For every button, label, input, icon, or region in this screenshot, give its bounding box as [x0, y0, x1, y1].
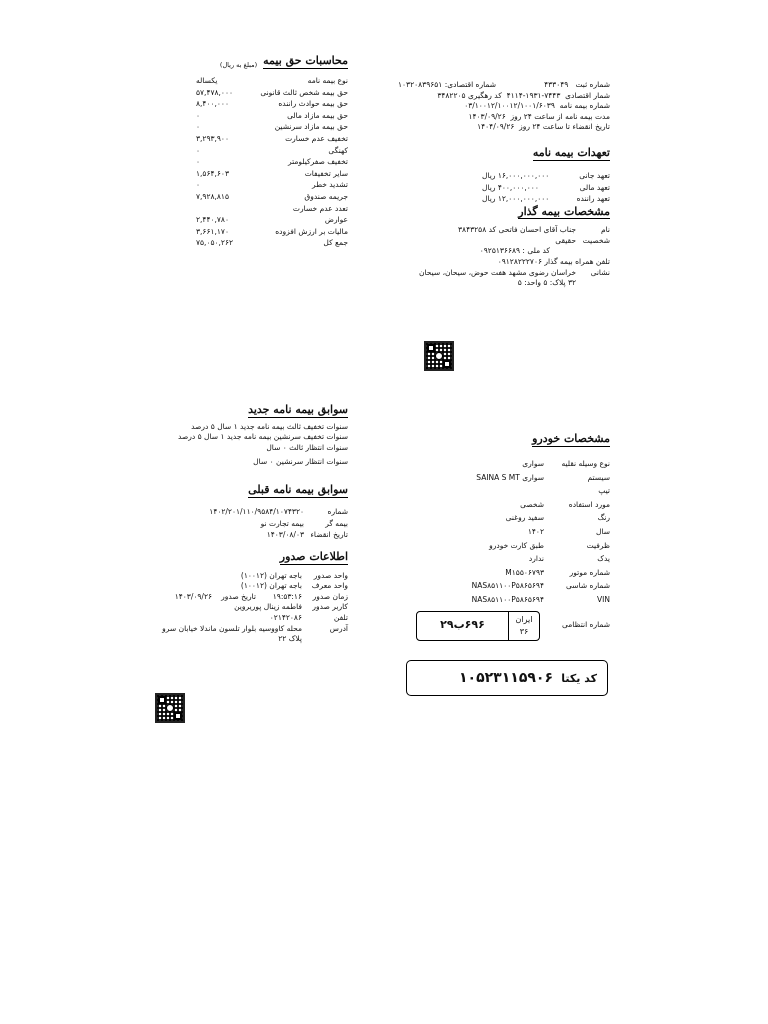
issue-unit: باجه تهران (۱۰۰۱۲): [240, 570, 302, 580]
issue-title: اطلاعات صدور: [279, 550, 348, 563]
premium-row: [196, 133, 348, 145]
premium-label: تخفیف عدم خسارت: [285, 133, 348, 143]
history-prev-label: بیمه گر: [325, 518, 348, 528]
insurer-address-line2: ۳۲ پلاک: ۵ واحد: ۵: [517, 278, 576, 288]
issue-time-label: زمان صدور: [312, 591, 348, 601]
vehicle-label: ظرفیت: [586, 540, 610, 550]
premium-value: ۰: [196, 145, 201, 155]
premium-label: حق بیمه مازاد سرنشین: [274, 122, 348, 132]
plate-region: ۳۶: [519, 626, 529, 636]
vehicle-value: ۱۴۰۲: [527, 526, 544, 536]
tracking-label: کد رهگیری: [467, 90, 502, 100]
history-new-line: سنوات تخفیف سرنشین بیمه نامه جدید ۱ سال ۵ درصد: [177, 432, 348, 442]
premium-row: [196, 179, 348, 191]
issue-date: ۱۴۰۳/۰۹/۲۶: [174, 591, 212, 601]
issue-unit-label: واحد صدور: [313, 570, 348, 580]
commitment-value: ۱۶,۰۰۰,۰۰۰,۰۰۰ ریال: [482, 171, 550, 180]
issue-time: ۱۹:۵۳:۱۶: [272, 591, 302, 601]
issue-address-line2: پلاک ۲۲: [278, 634, 302, 644]
premium-value: ۱,۵۶۴,۶۰۳: [196, 168, 229, 178]
commitments-section: [482, 146, 610, 205]
economic-no-value: ۴۱۱۴-۱۹۳۱-۷۴۴۳: [506, 90, 561, 100]
premium-section: [196, 54, 348, 249]
vehicle-value: شخصی: [520, 499, 544, 509]
premium-value: ۸,۴۰۰,۰۰۰: [196, 99, 229, 109]
premium-table: [196, 75, 348, 249]
premium-value: یکساله: [196, 76, 218, 85]
registration-label: شماره ثبت: [575, 80, 610, 89]
vehicle-label: سیستم: [587, 472, 610, 482]
vehicle-row: [404, 457, 610, 471]
premium-value: ۷۵,۰۵۰,۲۶۲: [196, 238, 233, 248]
issue-section: [148, 551, 348, 645]
premium-label: تعدد عدم خسارت: [292, 203, 348, 213]
commitment-row: [482, 182, 610, 194]
history-prev-row: [196, 518, 348, 530]
premium-row: [196, 156, 348, 168]
issue-address-label: آدرس: [329, 623, 348, 633]
vehicle-label: نوع وسیله نقلیه: [561, 459, 610, 468]
premium-value: ۳,۶۶۱,۱۷۰: [196, 226, 229, 236]
vehicle-value: ندارد: [528, 554, 544, 564]
insurer-type-label: شخصیت: [582, 235, 610, 245]
premium-value: ۰: [196, 122, 201, 132]
commitment-label: تعهد مالی: [579, 182, 610, 192]
insurer-address-line1: خراسان رضوی مشهد هفت حوض، سیحان، سیحان: [419, 267, 576, 277]
premium-value: ۳,۲۹۳,۹۰۰: [196, 133, 229, 143]
insurer-mobile: تلفن همراه بیمه گذار ۰۹۱۲۸۲۲۲۷۰۶: [497, 256, 610, 266]
history-prev-value: بیمه تجارت نو: [260, 518, 304, 528]
vehicle-title: مشخصات خودرو: [532, 432, 610, 445]
vehicle-label: مورد استفاده: [568, 499, 610, 509]
unique-code-label: کد یکتا: [561, 671, 597, 685]
economic-no-label: شمار اقتصادی: [565, 90, 610, 100]
premium-label: جمع کل: [323, 238, 348, 248]
vehicle-label: شماره شاسی: [566, 581, 610, 591]
unique-code-value: ۱۰۵۲۳۱۱۵۹۰۶: [459, 670, 553, 686]
economic-code-label: شماره اقتصادی:: [444, 80, 497, 89]
vehicle-row: [404, 566, 610, 580]
premium-row: [196, 121, 348, 133]
duration-label: مدت بیمه نامه از ساعت ۲۴ روز: [510, 111, 610, 121]
history-prev-table: [196, 506, 348, 541]
plate-country: ایران: [515, 614, 533, 624]
insurer-type: حقیقی: [555, 235, 576, 245]
insurer-name: جناب آقای احسان فاتحی کد ۳۸۴۳۲۵۸: [458, 225, 576, 235]
vehicle-label: سال: [595, 526, 610, 536]
vehicle-value: طبق کارت خودرو: [489, 540, 544, 550]
premium-label: تشدید خطر: [311, 180, 348, 190]
vehicle-label: رنگ: [597, 513, 610, 523]
commitment-label: تعهد جانی: [579, 171, 610, 180]
premium-label: کهنگی: [328, 145, 348, 155]
qr-code-icon: [155, 693, 185, 723]
premium-label: حق بیمه شخص ثالث قانونی: [260, 87, 348, 97]
insurer-national-code: کد ملی : ۰۹۲۵۱۳۶۶۸۹: [479, 246, 550, 256]
premium-label: تخفیف صفرکیلومتر: [287, 157, 348, 167]
insurer-address-label: نشانی: [590, 267, 610, 277]
vehicle-value: سواری SAINA S MT: [476, 472, 544, 482]
commitments-title: تعهدات بیمه نامه: [532, 146, 610, 159]
issue-user-label: کاربر صدور: [312, 602, 348, 612]
vehicle-row: [404, 525, 610, 539]
vehicle-value: NAS۸۵۱۱۰۰P۵۸۶۵۶۹۴: [471, 581, 544, 591]
history-prev-row: [196, 506, 348, 518]
policy-info: [398, 80, 610, 133]
premium-value: ۰: [196, 110, 201, 120]
policy-no-label: شماره بیمه نامه: [559, 101, 610, 111]
vehicle-value: سفید روغنی: [505, 513, 544, 523]
vehicle-row: [404, 552, 610, 566]
premium-note: (مبلغ به ریال): [219, 61, 258, 69]
vehicle-row: [404, 579, 610, 593]
expiry-value: ۱۴۰۴/۰۹/۲۶: [477, 122, 515, 132]
vehicle-row: [404, 539, 610, 553]
issue-phone-label: تلفن: [333, 612, 348, 622]
history-prev-row: [196, 529, 348, 541]
vehicle-section: [404, 432, 610, 641]
premium-label: حق بیمه حوادث راننده: [278, 99, 348, 109]
premium-value: [196, 203, 250, 215]
insurer-name-label: نام: [600, 225, 610, 235]
history-new-section: [170, 404, 348, 468]
premium-value: ۵۷,۴۷۸,۰۰۰: [196, 87, 233, 97]
vehicle-value: سواری: [522, 459, 544, 468]
vehicle-label: یدک: [597, 554, 610, 564]
premium-row: [196, 214, 348, 226]
history-new-title: سوابق بیمه نامه جدید: [248, 403, 348, 416]
premium-row: [196, 110, 348, 122]
expiry-label: تاریخ انقضاء تا ساعت ۲۴ روز: [519, 122, 610, 132]
premium-value: ۰: [196, 157, 201, 167]
premium-label: عوارض: [324, 215, 348, 225]
premium-row: [196, 98, 348, 110]
premium-row: [196, 75, 348, 87]
premium-label: حق بیمه مازاد مالی: [287, 110, 348, 120]
premium-value: ۲,۴۴۰,۷۸۰: [196, 215, 229, 225]
policy-no-value: ۰۳/۱۰۰۱۲/۱۰۰۱۲/۱۰۰۱/۶۰۳۹: [464, 101, 555, 111]
premium-label: جریمه صندوق: [304, 191, 348, 201]
vehicle-value: M۱۵۵۰۶۷۹۳: [505, 567, 544, 577]
issue-ref-label: واحد معرف: [311, 581, 348, 591]
commitment-value: ۴۰۰,۰۰۰,۰۰۰ ریال: [482, 182, 539, 192]
issue-user: فاطمه زینال پوریروین: [234, 602, 302, 612]
history-prev-section: [196, 483, 348, 541]
history-prev-label: تاریخ انقضاء: [310, 530, 348, 539]
history-new-line: سنوات انتظار سرنشین ۰ سال: [253, 457, 348, 467]
premium-row: [196, 145, 348, 157]
commitment-value: ۱۲,۰۰۰,۰۰۰,۰۰۰ ریال: [482, 194, 550, 203]
insurer-title: مشخصات بیمه گذار: [518, 205, 610, 218]
premium-title: محاسبات حق بیمه: [263, 54, 348, 67]
plate-label: شماره انتظامی: [562, 620, 610, 630]
insurer-section: [400, 206, 610, 289]
registration-value: ۴۳۳۰۴۹: [544, 80, 569, 89]
plate-number: ۶۹۶ب۲۹: [440, 618, 485, 632]
history-prev-value: ۱۴۰۲/۲۰۱/۱۱۰/۹۵۸۴/۱۰۷۴۳۲۰: [209, 507, 304, 516]
vehicle-row: [404, 471, 610, 485]
issue-date-label: تاریخ صدور: [221, 591, 256, 601]
premium-row: [196, 226, 348, 238]
issue-phone: ۰۲۱۴۲۰۸۶: [269, 612, 302, 622]
vehicle-value: NAS۸۵۱۱۰۰P۵۸۶۵۶۹۴: [471, 594, 544, 604]
premium-label: سایر تخفیفات: [304, 168, 348, 178]
vehicle-row: [404, 484, 610, 498]
vehicle-label: تیپ: [598, 486, 610, 496]
premium-value: ۰: [196, 180, 201, 190]
premium-value: ۷,۹۲۸,۸۱۵: [196, 191, 229, 201]
commitment-label: تعهد راننده: [576, 194, 610, 203]
unique-code-box: [406, 660, 608, 696]
history-prev-value: ۱۴۰۳/۰۸/۰۳: [266, 530, 304, 539]
issue-ref: باجه تهران (۱۰۰۱۲): [240, 581, 302, 591]
vehicle-table: [404, 457, 610, 607]
premium-label: نوع بیمه نامه: [307, 76, 348, 85]
duration-value: ۱۴۰۳/۰۹/۲۶: [468, 111, 506, 121]
vehicle-row: [404, 498, 610, 512]
history-new-line: سنوات انتظار ثالث ۰ سال: [266, 442, 348, 452]
history-prev-label: شماره: [327, 507, 348, 516]
issue-address-line1: محله کاووسیه بلوار تلسون ماندلا خیابان سرو: [162, 623, 302, 633]
economic-code-value: ۱۰۳۲۰۸۳۹۶۵۱: [398, 80, 443, 89]
vehicle-row: [404, 511, 610, 525]
premium-row: [196, 168, 348, 180]
tracking-value: ۳۴۸۲۲۰۵: [437, 90, 466, 100]
vehicle-label: VIN: [597, 594, 610, 604]
vehicle-label: شماره موتور: [569, 567, 610, 577]
vehicle-row: [404, 593, 610, 607]
premium-row: [196, 203, 348, 215]
commitment-row: [482, 170, 610, 182]
premium-row: [196, 87, 348, 99]
qr-code-icon: [424, 341, 454, 371]
license-plate: [416, 611, 540, 641]
premium-label: مالیات بر ارزش افزوده: [275, 226, 348, 236]
history-new-line: سنوات تخفیف ثالث بیمه نامه جدید ۱ سال ۵ درصد: [191, 421, 348, 431]
premium-row: [196, 191, 348, 203]
commitment-row: [482, 193, 610, 205]
commitments-table: [482, 170, 610, 205]
history-prev-title: سوابق بیمه نامه قبلی: [248, 483, 348, 496]
premium-row: [196, 237, 348, 249]
